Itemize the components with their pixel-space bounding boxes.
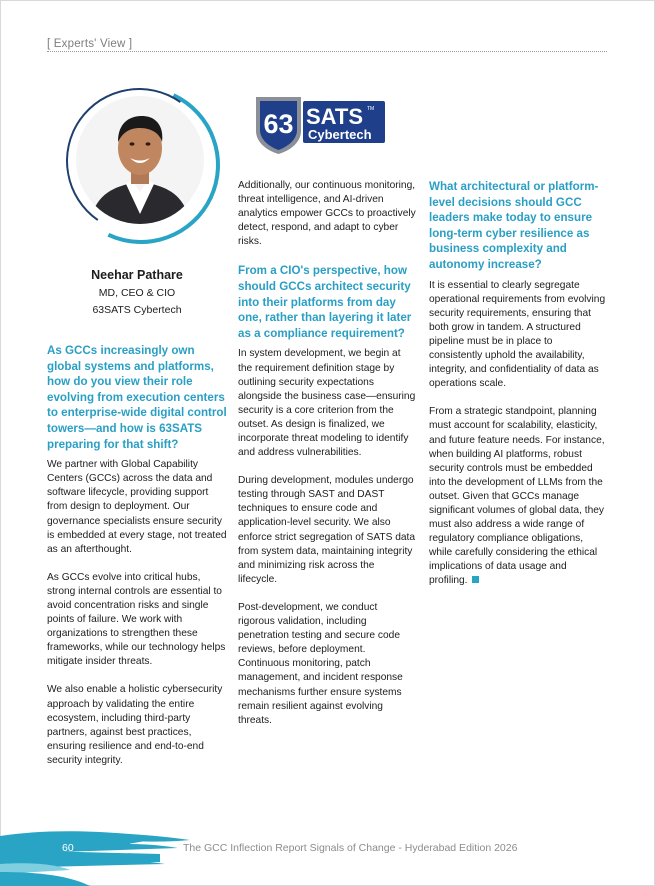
page-number: 60 <box>62 842 74 854</box>
footer-title: The GCC Inflection Report Signals of Change - Hyderabad Edition 2026 <box>183 842 518 854</box>
portrait-frame <box>62 86 222 246</box>
footer <box>0 828 655 886</box>
question-3: What architectural or platform-level decisions should GCC leaders make today to ensure long-term cyber resilience as business complexity and autonomy increase? <box>429 180 599 271</box>
footer-wave-graphic <box>0 828 655 886</box>
answer-paragraph: During development, modules undergo testing through SAST and DAST techniques to ensure code and application-level security. We also enforce strict segregation of SATS data from system data, maintaining integrity and minimizing risk across the lifecycle. <box>238 475 416 585</box>
question-1: As GCCs increasingly own global systems and platforms, how do you view their role evolving from execution centers to enterprise-wide digital control towers—and how is 63SATS preparing for that shift? <box>47 344 227 451</box>
column-1 <box>47 343 227 782</box>
answer-paragraph: Post-development, we conduct rigorous validation, including penetration testing and secure code reviews, before deployment. Continuous monitoring, patch management, and incident response mechanisms further ensure systems remain resilient against evolving threats. <box>238 601 403 726</box>
section-tag: [ Experts' View ] <box>47 38 133 50</box>
person-illustration <box>76 96 204 224</box>
profile-name: Neehar Pathare <box>91 268 183 282</box>
answer-paragraph: As GCCs evolve into critical hubs, strong internal controls are essential to avoid concentration risks and single points of failure. We work with organizations to strengthen these frameworks, while our technology helps mitigate insider threats. <box>47 571 226 668</box>
answer-paragraph: Additionally, our continuous monitoring, threat intelligence, and AI-driven analytics empower GCCs to proactively detect, respond, and adapt to cyber risks. <box>238 180 416 248</box>
answer-paragraph: We also enable a holistic cybersecurity approach by validating the entire ecosystem, including third-party partners, against best practices, ensuring resilience and end-to-end security integrity. <box>47 684 223 766</box>
answer-paragraph: It is essential to clearly segregate operational requirements from evolving security requirements, ensuring that both grow in tandem. A structured pipeline must be in place to consistently uphold the availability, integrity, and confidentiality of data as operations scale. <box>429 279 606 390</box>
logo-tm: TM <box>367 106 375 112</box>
answer-paragraph: In system development, we begin at the requirement definition stage by outlining security expectations alongside the business case—ensuring security is a core criterion from the outset. As design is finalized, we incorporate threat modeling to identify and address vulnerabilities. <box>238 348 416 459</box>
answer-paragraph: We partner with Global Capability Centers (GCCs) across the data and software lifecycle, providing support from design to deployment. Our governance specialists ensure security is embedded at every stage, not treated as an afterthought. <box>47 459 227 555</box>
dotted-divider <box>47 51 607 52</box>
logo-word: SATS <box>306 104 364 129</box>
end-mark-icon <box>472 576 479 583</box>
question-2: From a CIO's perspective, how should GCCs architect security into their platforms from day one, rather than layering it later as a compliance requirement? <box>238 264 412 340</box>
column-2 <box>238 179 416 742</box>
column-3 <box>429 179 607 603</box>
profile-role: MD, CEO & CIO <box>98 287 176 299</box>
logo-sub: Cybertech <box>308 127 372 142</box>
company-logo <box>253 93 388 155</box>
portrait-photo <box>76 96 204 224</box>
logo-number: 63 <box>263 109 294 139</box>
answer-paragraph-last <box>429 405 607 588</box>
profile-company: 63SATS Cybertech <box>92 304 182 316</box>
answer-text: From a strategic standpoint, planning must account for scalability, elasticity, and future feature needs. For instance, when building AI platforms, robust security controls must be embedded into the development of LLMs from the outset. Given that GCCs manage significant volumes of global data, they must also address a wide range of regulatory compliance obligations, while carefully considering the ethical implications of data usage and profiling. <box>429 406 605 587</box>
